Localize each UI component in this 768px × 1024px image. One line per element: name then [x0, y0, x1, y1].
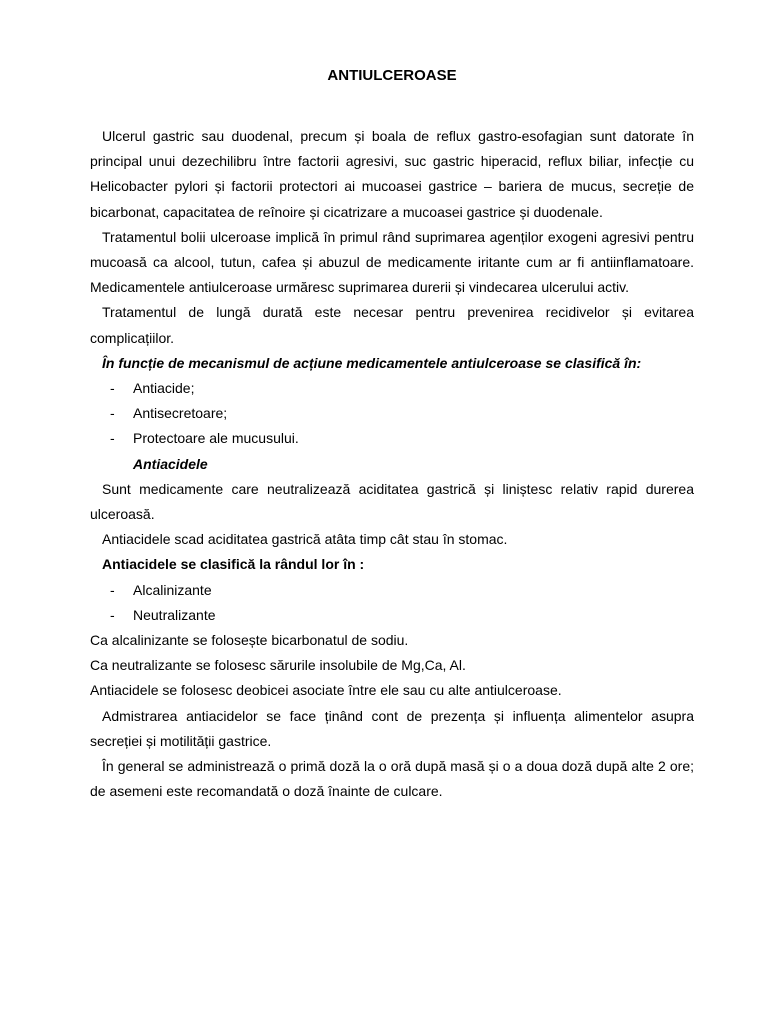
antiacid-types-list — [90, 578, 694, 628]
antiacid-heading: Antiacidele — [133, 455, 208, 472]
list-item — [90, 578, 694, 603]
paragraph-alkalinizing: Ca alcalinizante se folosește bicarbonatul de sodiu. — [90, 632, 409, 649]
classification-list — [90, 376, 694, 452]
list-item — [90, 426, 694, 451]
antiacid-class-heading: Antiacidele se clasifică la rândul lor în : — [102, 556, 365, 573]
paragraph-neutralizing: Ca neutralizante se folosesc sărurile insolubile de Mg,Ca, Al. — [90, 657, 466, 674]
list-dash: - — [110, 405, 115, 422]
paragraph-antiacid-definition: Sunt medicamente care neutralizează aciditatea gastrică și liniștesc relativ rapid durerea ulceroasă. — [90, 480, 694, 523]
list-item — [90, 603, 694, 628]
paragraph-antiacid-duration: Antiacidele scad aciditatea gastrică atâta timp cât stau în stomac. — [102, 531, 508, 548]
classification-heading: În funcție de mecanismul de acțiune medicamentele antiulceroase se clasifică în: — [102, 354, 642, 371]
list-item-text: Alcalinizante — [133, 581, 212, 598]
paragraph-dosage: În general se administrează o primă doză la o oră după masă și o a doua doză după alte 2 ore; de asemeni este recomandată o doză înainte de culcare. — [90, 758, 694, 800]
list-item-text: Neutralizante — [133, 606, 216, 623]
list-item-text: Antiacide; — [133, 380, 195, 397]
list-item-text: Protectoare ale mucusului. — [133, 430, 299, 447]
paragraph-ulcer-causes: Ulcerul gastric sau duodenal, precum și boala de reflux gastro-esofagian sunt datorate în principal unui dezechilibru între factorii agresivi, suc gastric hiperacid, reflux biliar, infecție cu Helicobacter pylori și factorii protectori ai mucoasei gastrice – bariera de mucus, secreție de bicarbonat, capacitatea de reînoire și cicatrizare a mucoasei gastrice și duodenale. — [90, 128, 694, 220]
list-dash: - — [110, 581, 115, 598]
list-item-text: Antisecretoare; — [133, 405, 228, 422]
list-dash: - — [110, 606, 115, 623]
document-title: ANTIULCEROASE — [327, 67, 457, 84]
list-dash: - — [110, 380, 115, 397]
paragraph-long-term: Tratamentul de lungă durată este necesar pentru prevenirea recidivelor și evitarea complicațiilor. — [90, 304, 694, 346]
document-page — [90, 64, 694, 804]
paragraph-association: Antiacidele se folosesc deobicei asociate între ele sau cu alte antiulceroase. — [90, 682, 562, 699]
paragraph-administration: Admistrarea antiacidelor se face ținând cont de prezența și influența alimentelor asupra secreției și motilității gastrice. — [90, 707, 694, 749]
paragraph-treatment: Tratamentul bolii ulceroase implică în primul rând suprimarea agenților exogeni agresivi pentru mucoasă ca alcool, tutun, cafea și abuzul de medicamente iritante cum ar fi antiinflamatoare. Medicamentele antiulceroase urmăresc suprimarea durerii și vindecarea ulcerului activ. — [90, 228, 694, 296]
list-item — [90, 376, 694, 401]
list-dash: - — [110, 430, 115, 447]
list-item — [90, 401, 694, 426]
